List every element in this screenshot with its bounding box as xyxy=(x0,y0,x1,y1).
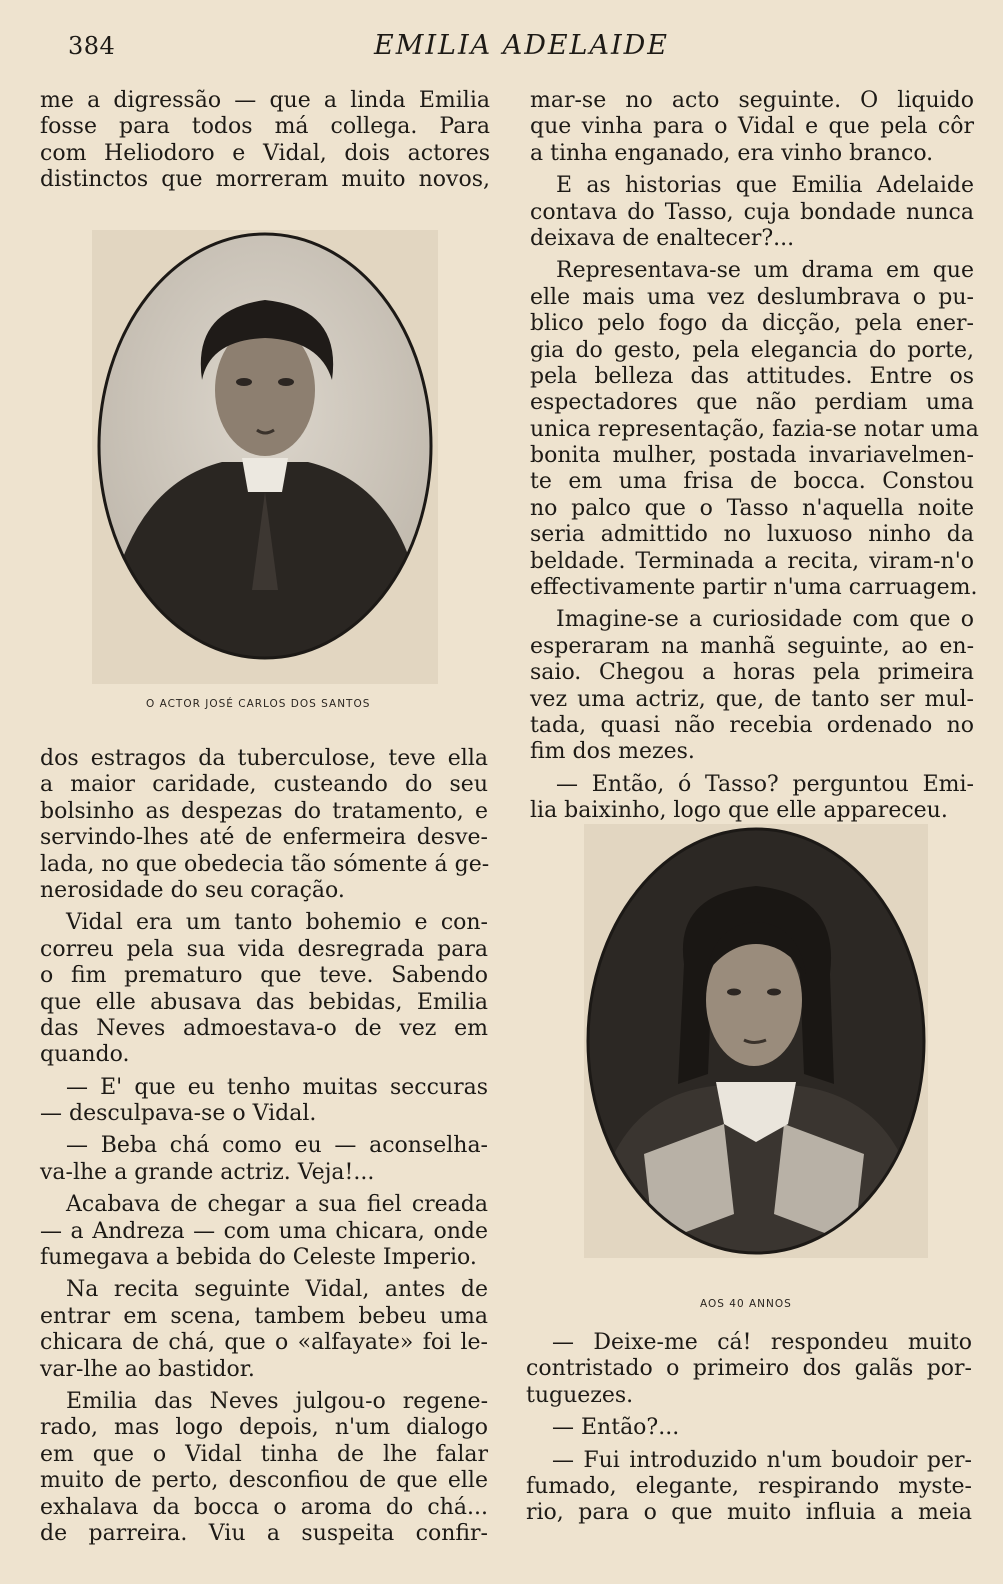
text-line: a tinha enganado, era vinho branco. xyxy=(530,140,934,166)
text-line: em que o Vidal tinha de lhe falar xyxy=(40,1441,488,1467)
text-line: E as historias que Emilia Adelaide xyxy=(556,173,974,199)
text-line: deixava de enaltecer?... xyxy=(530,225,795,251)
text-line: das Neves admoestava-o de vez em xyxy=(40,1015,488,1041)
text-line: fim dos mezes. xyxy=(530,739,695,765)
text-line: — desculpava-se o Vidal. xyxy=(40,1101,317,1127)
text-line: servindo-lhes até de enfermeira desve- xyxy=(40,825,488,851)
text-line: nerosidade do seu coração. xyxy=(40,877,345,903)
left-column-bottom xyxy=(40,746,488,1547)
text-line: bonita mulher, postada invariavelmen- xyxy=(530,443,974,469)
text-line: beldade. Terminada a recita, viram-n'o xyxy=(530,548,974,574)
figure-caption-2: AOS 40 ANNOS xyxy=(700,1298,792,1310)
text-line: mar-se no acto seguinte. O liquido xyxy=(530,88,974,113)
text-line: var-lhe ao bastidor. xyxy=(40,1356,255,1382)
text-line: que vinha para o Vidal e que pela côr xyxy=(530,114,974,140)
portrait-woman-icon xyxy=(584,824,928,1258)
text-line: — Deixe-me cá! respondeu muito xyxy=(552,1330,972,1355)
right-column-top xyxy=(530,88,979,825)
text-line: me a digressão — que a linda Emilia xyxy=(40,88,490,113)
text-line: a maior caridade, custeando do seu xyxy=(40,772,488,798)
text-line: seria admittido no luxuoso ninho da xyxy=(530,522,974,548)
page-number: 384 xyxy=(68,32,116,60)
portrait-jose-carlos-dos-santos xyxy=(92,230,438,684)
text-line: elle mais uma vez deslumbrava o pu- xyxy=(530,284,974,310)
text-line: tada, quasi não recebia ordenado no xyxy=(530,712,974,738)
text-line: esperaram na manhã seguinte, ao en- xyxy=(530,633,974,659)
figure-caption-1: O ACTOR JOSÉ CARLOS DOS SANTOS xyxy=(146,698,371,710)
text-line: fosse para todos má collega. Para xyxy=(40,114,490,140)
text-line: lia baixinho, logo que elle appareceu. xyxy=(530,798,948,824)
text-line: blico pelo fogo da dicção, pela ener- xyxy=(530,311,974,337)
text-line: gia do gesto, pela elegancia do porte, xyxy=(530,337,974,363)
text-line: distinctos que morreram muito novos, xyxy=(40,167,490,193)
text-line: exhalava da bocca o aroma do chá... xyxy=(40,1494,488,1520)
text-line: — Beba chá como eu — aconselha- xyxy=(66,1133,488,1159)
text-line: — E' que eu tenho muitas seccuras xyxy=(66,1074,488,1100)
text-line: Emilia das Neves julgou-o regene- xyxy=(66,1388,488,1414)
text-line: — Fui introduzido n'um boudoir per- xyxy=(552,1447,972,1473)
text-line: pela belleza das attitudes. Entre os xyxy=(530,363,974,389)
portrait-man-icon xyxy=(92,230,438,684)
text-line: de parreira. Viu a suspeita confir- xyxy=(40,1520,488,1546)
text-line: Vidal era um tanto bohemio e con- xyxy=(66,910,488,936)
running-title: EMILIA ADELAIDE xyxy=(374,30,670,61)
text-line: chicara de chá, que o «alfayate» foi le- xyxy=(40,1330,488,1356)
text-line: contava do Tasso, cuja bondade nunca xyxy=(530,199,974,225)
text-line: — Então, ó Tasso? perguntou Emi- xyxy=(556,771,974,797)
right-column-bottom xyxy=(526,1330,972,1527)
text-line: — Então?... xyxy=(552,1415,680,1441)
text-line: vez uma actriz, que, de tanto ser mul- xyxy=(530,686,974,712)
text-line: fumado, elegante, respirando myste- xyxy=(526,1473,972,1499)
text-line: — a Andreza — com uma chicara, onde xyxy=(40,1218,488,1244)
text-line: lada, no que obedecia tão sómente á ge- xyxy=(40,851,490,877)
text-line: rio, para o que muito influia a meia xyxy=(526,1500,972,1526)
text-line: bolsinho as despezas do tratamento, e xyxy=(40,798,488,824)
text-line: Na recita seguinte Vidal, antes de xyxy=(66,1277,488,1303)
text-line: va-lhe a grande actriz. Veja!... xyxy=(40,1159,375,1185)
text-line: fumegava a bebida do Celeste Imperio. xyxy=(40,1245,477,1271)
text-line: que elle abusava das bebidas, Emilia xyxy=(40,989,488,1015)
text-line: muito de perto, desconfiou de que elle xyxy=(40,1468,488,1494)
left-column-top xyxy=(40,88,490,194)
text-line: Imagine-se a curiosidade com que o xyxy=(556,607,974,633)
text-line: Representava-se um drama em que xyxy=(556,258,974,284)
text-line: com Heliodoro e Vidal, dois actores xyxy=(40,140,490,166)
portrait-emilia-at-40 xyxy=(584,824,928,1258)
text-line: unica representação, fazia-se notar uma xyxy=(530,416,979,442)
text-line: contristado o primeiro dos galãs por- xyxy=(526,1356,972,1382)
text-line: tuguezes. xyxy=(526,1382,634,1408)
text-line: espectadores que não perdiam uma xyxy=(530,390,974,416)
text-line: saio. Chegou a horas pela primeira xyxy=(530,660,974,686)
text-line: rado, mas logo depois, n'um dialogo xyxy=(40,1415,488,1441)
text-line: o fim prematuro que teve. Sabendo xyxy=(40,963,488,989)
text-line: te em uma frisa de bocca. Constou xyxy=(530,469,974,495)
text-line: entrar em scena, tambem bebeu uma xyxy=(40,1303,488,1329)
text-line: no palco que o Tasso n'aquella noite xyxy=(530,495,974,521)
text-line: effectivamente partir n'uma carruagem. xyxy=(530,575,978,601)
text-line: correu pela sua vida desregrada para xyxy=(40,936,488,962)
text-line: Acabava de chegar a sua fiel creada xyxy=(66,1192,488,1218)
text-line: quando. xyxy=(40,1042,130,1068)
text-line: dos estragos da tuberculose, teve ella xyxy=(40,746,488,771)
